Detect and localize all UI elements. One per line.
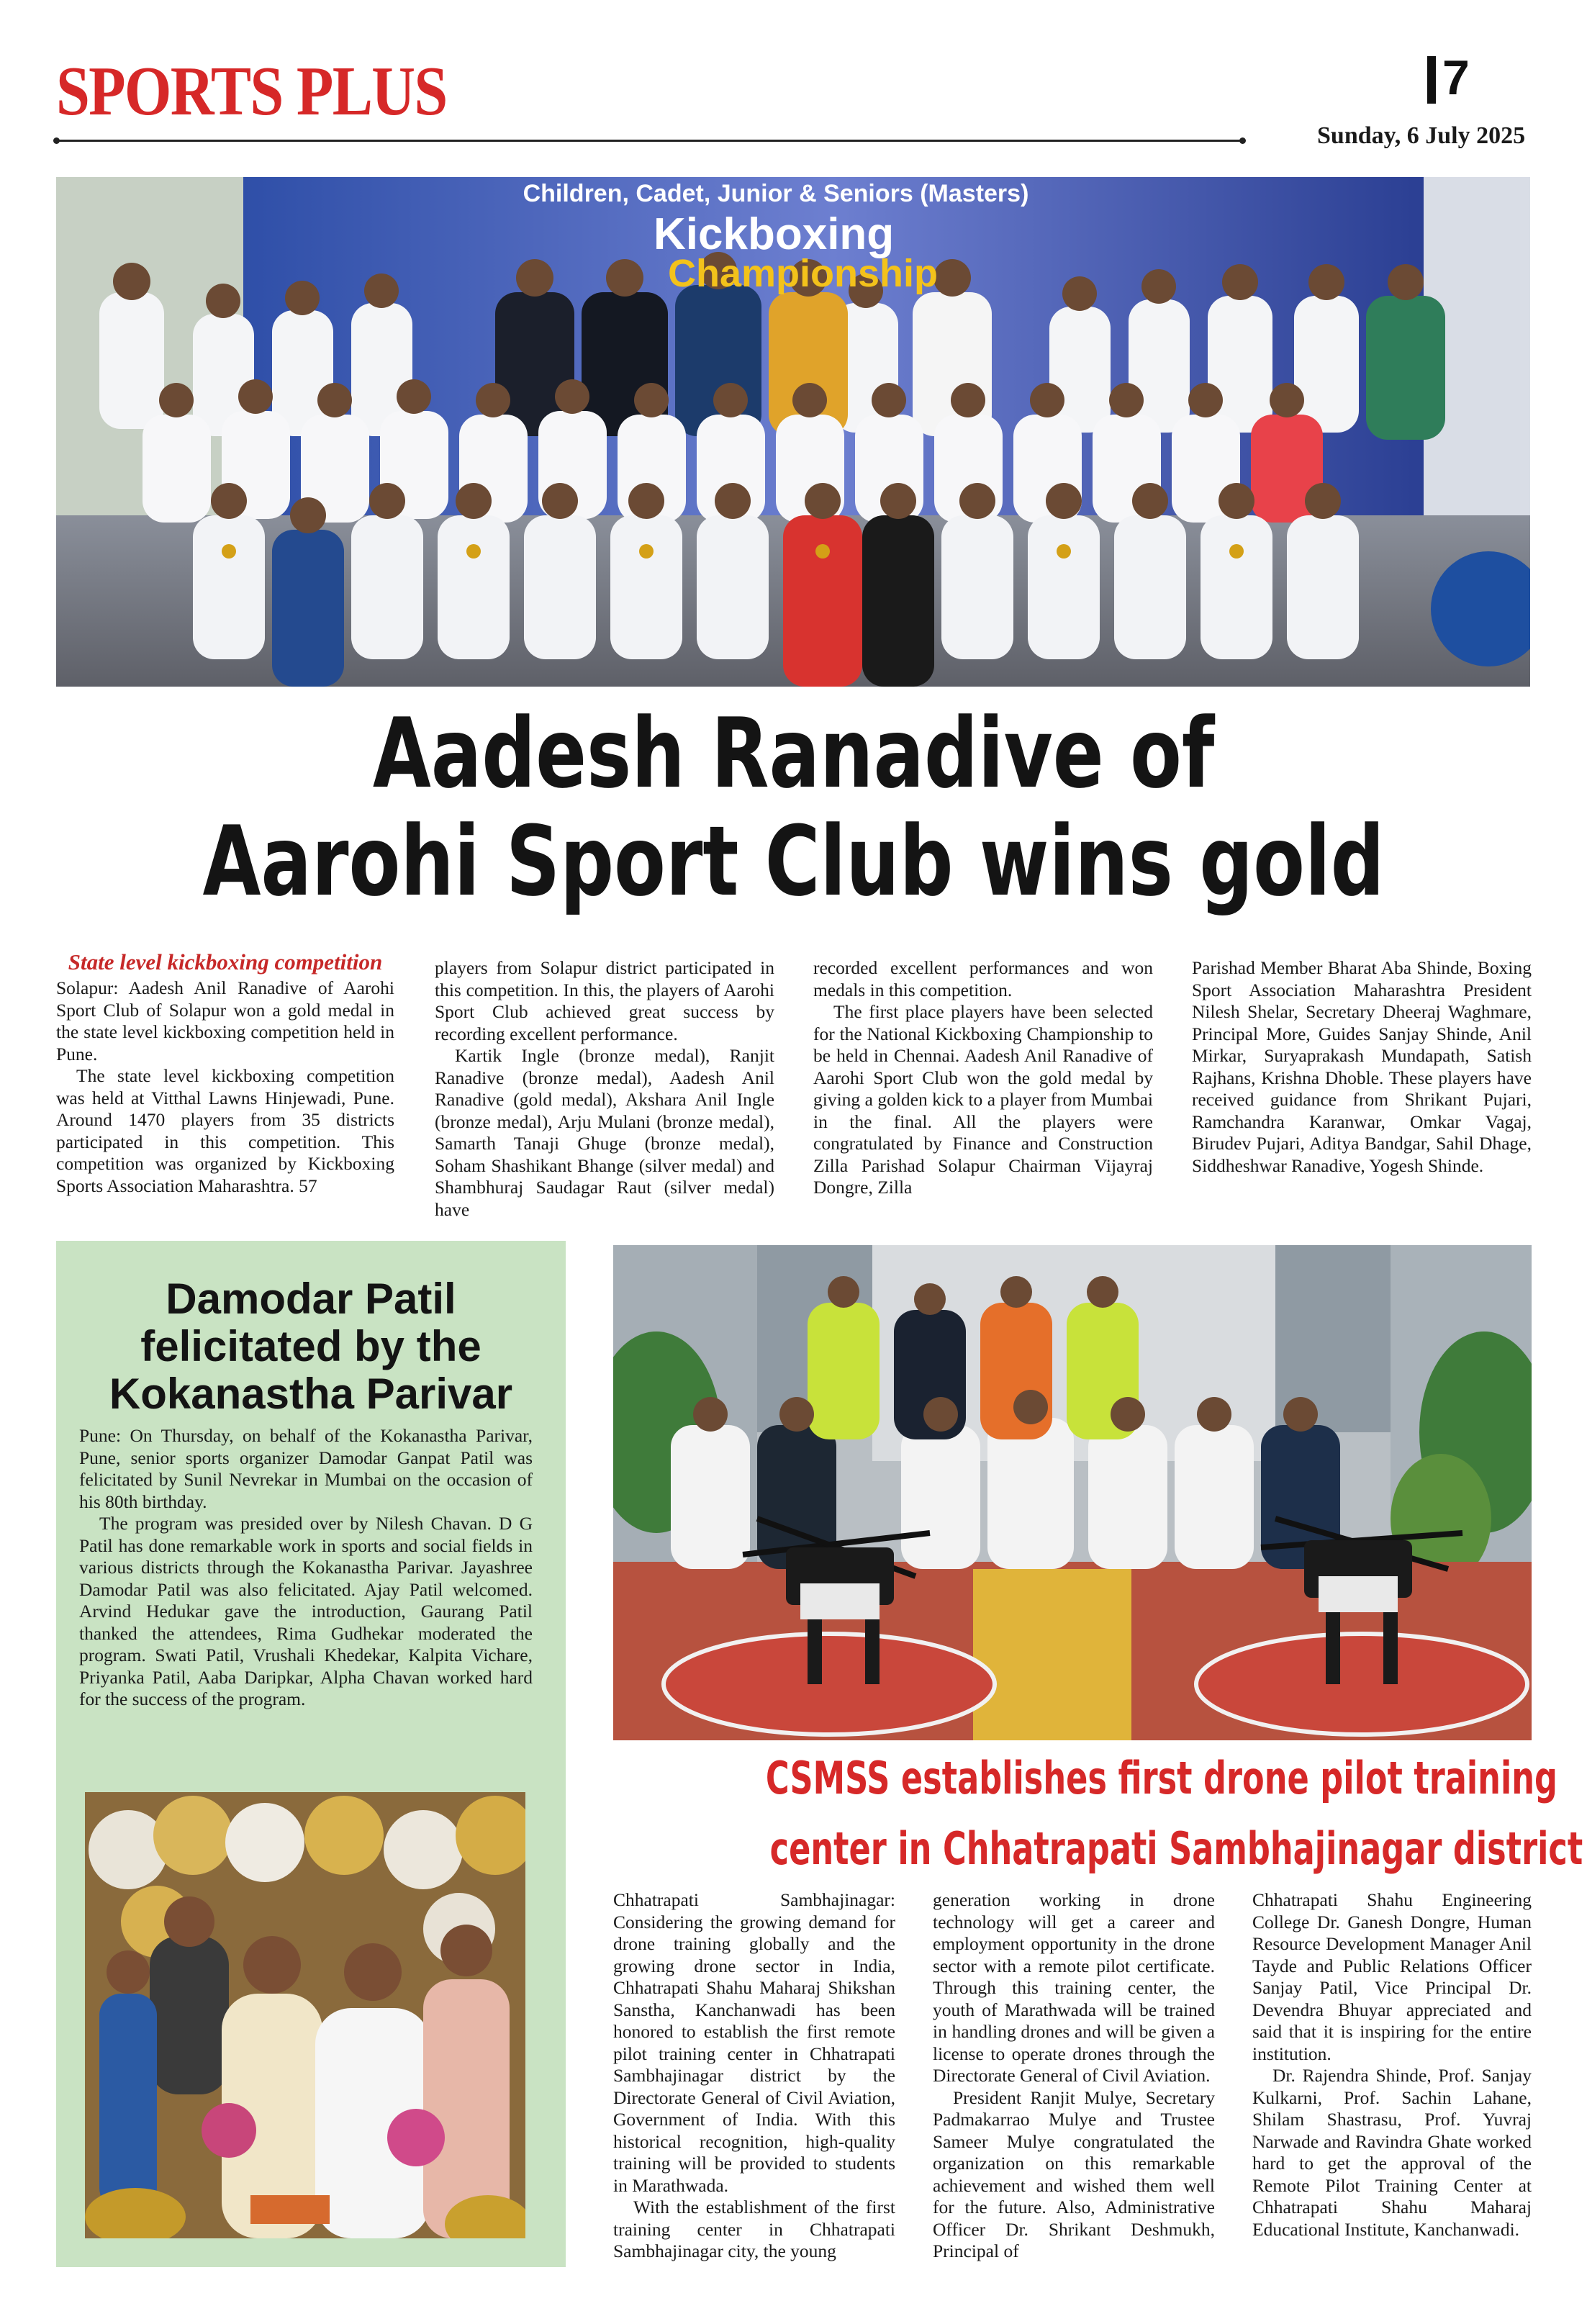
rule-dot-left [53, 137, 60, 144]
article1-column-1 [56, 950, 394, 1224]
header-rule [56, 140, 1242, 142]
article2-paragraph: The program was presided over by Nilesh Chavan. D G Patil has done remarkable work in sports and social fields in various districts through the Kokanastha Parivar. Jayashree Damodar Patil was also felicitated. Ajay Patil welcomed. Arvind Hedukar gave the introduction, Gaurang Patil thanked the attendees, Rima Gudhekar moderated the program. Swati Patil, Vrushali Khedekar, Kalpita Vichare, Priyanka Patil, Aaba Daripkar, Alpha Chavan worked hard for the success of the program. [79, 1513, 533, 1709]
banner-line-2: Kickboxing [654, 209, 895, 259]
issue-date: Sunday, 6 July 2025 [1317, 122, 1526, 149]
article3-column-1 [613, 1889, 895, 2264]
article2-body [79, 1425, 533, 1711]
article1-paragraph: Parishad Member Bharat Aba Shinde, Boxing Sport Association Maharashtra President Nilesh Shelar, Secretary Dheeraj Waghmare, Principal More, Guides Sanjay Shinde, Anil Mirkar, Suryaprakash Mundapath, Satish Rajhans, Krishna Dhoble. These players have received guidance from Shrikant Pujari, Ramchandra Karanwar, Omkar Vagaj, Birudev Pujari, Aditya Bandgar, Sahil Dhage, Siddheshwar Ranadive, Yogesh Shinde. [1192, 957, 1532, 1176]
article1-paragraph: players from Solapur district participated in this competition. In this, the players of Aarohi Sport Club achieved great success by recording excellent performance. [435, 957, 774, 1044]
article2-paragraph: Pune: On Thursday, on behalf of the Kokanastha Parivar, Pune, senior sports organizer Damodar Ganpat Patil was felicitated by Sunil Nevrekar in Mumbai on the occasion of his 80th birthday. [79, 1425, 533, 1512]
main-headline-line-2: Aarohi Sport Club wins gold [202, 805, 1385, 918]
drone-center-photo [613, 1245, 1532, 1740]
kickboxing-group-photo [56, 177, 1530, 687]
page-number-bar [1427, 56, 1436, 104]
article3-paragraph: Dr. Rajendra Shinde, Prof. Sanjay Kulkarni, Prof. Sachin Lahane, Shilam Shastrasu, Prof. Yuvraj Narwade and Ravindra Ghate worked hard to get the approval of the Remote Pilot Training Center at Chhatrapati Shahu Maharaj Educational Institute, Kanchanwadi. [1252, 2065, 1532, 2240]
article3-column-3 [1252, 1889, 1532, 2264]
banner-line-1: Children, Cadet, Junior & Seniors (Masters) [523, 180, 1029, 207]
banner-line-3: Championship [668, 252, 938, 295]
drone-headline-line-2: center in Chhatrapati Sambhajinagar district [769, 1822, 1583, 1875]
article2-title: Damodar Patil felicitated by the Kokanastha Parivar [109, 1275, 513, 1418]
article3-paragraph: With the establishment of the first training center in Chhatrapati Sambhajinagar city, the young [613, 2197, 895, 2261]
article1-column-4 [1192, 957, 1532, 1224]
article3-paragraph: Chhatrapati Sambhajinagar: Considering the growing demand for drone training globally and the growing drone sector in India, Chhatrapati Shahu Maharaj Shikshan Sanstha, Kanchanwadi has been honored to establish the first remote pilot training center in Chhatrapati Sambhajinagar district by the Directorate General of Civil Aviation, Government of India. With this historical recognition, high-quality training will be provided to students in Marathwada. [613, 1889, 895, 2196]
article1-paragraph: The first place players have been selected for the National Kickboxing Championship to be held in Chennai. Aadesh Anil Ranadive of Aarohi Sport Club won the gold medal by giving a golden kick to a player from Mumbai in the final. All the players were congratulated by Finance and Construction Zilla Parishad Solapur Chairman Vijayraj Dongre, Zilla [813, 1001, 1153, 1198]
page-number: 7 [1442, 50, 1470, 105]
article3-paragraph: President Ranjit Mulye, Secretary Padmakarrao Mulye and Trustee Sameer Mulye congratulated the organization on this remarkable achievement and wished them well for the future. Also, Administrative Officer Dr. Shrikant Deshmukh, Principal of [933, 2086, 1215, 2261]
article1-column-2 [435, 957, 774, 1224]
article3-column-2 [933, 1889, 1215, 2264]
section-title: SPORTS PLUS [56, 53, 447, 130]
main-headline-line-1: Aadesh Ranadive of [372, 697, 1215, 810]
article1-paragraph: The state level kickboxing competition was held at Vitthal Lawns Hinjewadi, Pune. Around 1470 players from 35 districts participated in this competition. This competition was organized by Kickboxing Sports Association Maharashtra. 57 [56, 1065, 394, 1196]
article3-paragraph: Chhatrapati Shahu Engineering College Dr. Ganesh Dongre, Human Resource Development Manager Anil Tayde and Public Relations Officer Sanjay Patil, Vice Principal Dr. Devendra Bhuyar appreciated and said that it is inspiring for the entire institution. [1252, 1889, 1532, 2064]
article1-column-3 [813, 957, 1153, 1224]
article1-kicker: State level kickboxing competition [68, 950, 383, 975]
article1-paragraph: Solapur: Aadesh Anil Ranadive of Aarohi Sport Club of Solapur won a gold medal in the state level kickboxing competition held in Pune. [56, 977, 394, 1064]
article1-paragraph: recorded excellent performances and won medals in this competition. [813, 957, 1153, 1000]
felicitation-photo [85, 1792, 525, 2238]
drone-headline-line-1: CSMSS establishes first drone pilot training [765, 1752, 1557, 1804]
article1-paragraph: Kartik Ingle (bronze medal), Ranjit Ranadive (bronze medal), Aadesh Anil Ranadive (gold medal), Akshara Anil Ingle (bronze medal), Arju Mulani (bronze medal), Samarth Tanaji Ghuge (bronze medal), Soham Shashikant Bhange (silver medal) and Shambhuraj Saudagar Raut (silver medal) have [435, 1045, 774, 1220]
rule-dot-right [1239, 137, 1246, 144]
article3-paragraph: generation working in drone technology will get a career and employment opportunity in the drone sector with a remote pilot certificate. Through this training center, the youth of Marathwada will be trained in handling drones and will be given a license to operate drones through the Directorate General of Civil Aviation. [933, 1889, 1215, 2086]
